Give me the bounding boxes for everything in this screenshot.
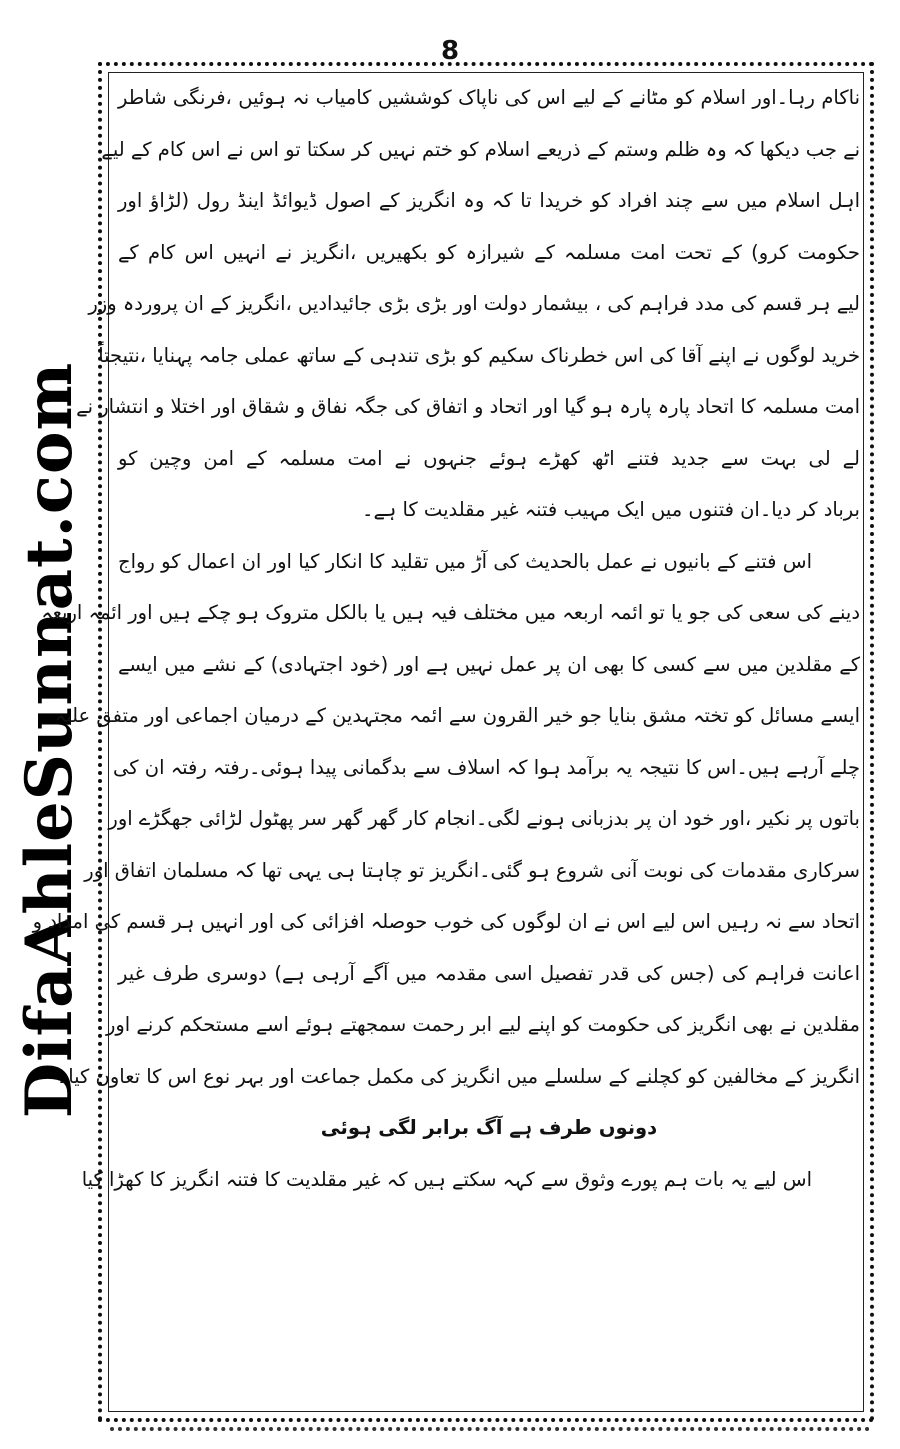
text-line: چلے آرہے ہیں۔اس کا نتیجہ یہ برآمد ہوا کہ اسلاف سے بدگمانی پیدا ہوئی۔رفتہ رفتہ ان کی [113,755,860,779]
text-line: باتوں پر نکیر ،اور خود ان پر بدزبانی ہونے لگی۔انجام کار گھر گھر سر پھٹول لڑائی جھگڑے اور [108,807,860,830]
text-line: نے جب دیکھا کہ وہ ظلم وستم کے ذریعے اسلام کو ختم نہیں کر سکتا تو اس نے اس کام کے لیے [101,137,860,161]
text-line: اہل اسلام میں سے چند افراد کو خریدا تا کہ وہ انگریز کے اصول ڈیوائڈ اینڈ رول (لڑاؤ اور [118,189,860,212]
verse-line: دونوں طرف ہے آگ برابر لگی ہوئی [320,1116,658,1139]
text-line: ایسے مسائل کو تختہ مشق بنایا جو خیر القرون سے ائمہ مجتہدین کے درمیان اجماعی اور متفق علیہ [54,704,860,727]
page-number: 8 [440,36,460,66]
text-line: سرکاری مقدمات کی نوبت آنی شروع ہو گئی۔انگریز تو چاہتا ہی یہی تھا کہ مسلمان اتفاق اور [84,858,860,882]
text-line: انگریز کے مخالفین کو کچلنے کے سلسلے میں انگریز کی مکمل جماعت اور بہر نوع اس کا تعاون کیا۔ [56,1064,860,1088]
text-line: اس فتنے کے بانیوں نے عمل بالحدیث کی آڑ میں تقلید کا انکار کیا اور ان اعمال کو رواج [118,549,812,573]
text-line: کے مقلدین میں سے کسی کا بھی ان پر عمل نہیں ہے اور (خود اجتہادی) کے نشے میں ایسے [118,652,860,676]
text-line: لیے ہر قسم کی مدد فراہم کی ، بیشمار دولت اور بڑی بڑی جائیدادیں ،انگریز کے ان پروردہ وزر [88,292,860,315]
text-line: حکومت کرو) کے تحت امت مسلمہ کے شیرازہ کو بکھیریں ،انگریز نے انہیں اس کام کے [118,240,860,264]
text-line: ناکام رہا۔اور اسلام کو مٹانے کے لیے اس کی ناپاک کوششیں کامیاب نہ ہوئیں ،فرنگی شاطر [118,86,860,109]
text-line: برباد کر دیا۔ان فتنوں میں ایک مہیب فتنہ غیر مقلدیت کا ہے۔ [362,498,860,521]
text-line: اعانت فراہم کی (جس کی قدر تفصیل اسی مقدمہ میں آگے آرہی ہے) دوسری طرف غیر [118,961,860,985]
text-line: لے لی بہت سے جدید فتنے اٹھ کھڑے ہوئے جنہوں نے امت مسلمہ کے امن وچین کو [118,446,860,470]
footer-divider [110,1427,870,1439]
text-line: خرید لوگوں نے اپنے آقا کی اس خطرناک سکیم کو بڑی تندہی کے ساتھ عملی جامہ پہنایا ،نتیجتاً [98,343,860,367]
text-line: اس لیے یہ بات ہم پورے وثوق سے کہہ سکتے ہیں کہ غیر مقلدیت کا فتنہ انگریز کا کھڑا کیا [81,1167,812,1191]
watermark-text: DifaAhleSunnat.com [12,361,87,1119]
text-line: امت مسلمہ کا اتحاد پارہ پارہ ہو گیا اور اتحاد و اتفاق کی جگہ نفاق و شقاق اور اختلا و انتشار نے [76,395,860,418]
text-line: مقلدین نے بھی انگریز کی حکومت کو اپنے لیے ابر رحمت سمجھتے ہوئے اسے مستحکم کرنے اور [105,1013,860,1036]
text-line: اتحاد سے نہ رہیں اس لیے اس نے ان لوگوں کی خوب حوصلہ افزائی کی اور انہیں ہر قسم کی امداد و [32,910,860,933]
text-line: دینے کی سعی کی جو یا تو ائمہ اربعہ میں مختلف فیہ ہیں یا بالکل متروک ہو چکے ہیں اور ائمہ اربعہ [41,601,860,624]
